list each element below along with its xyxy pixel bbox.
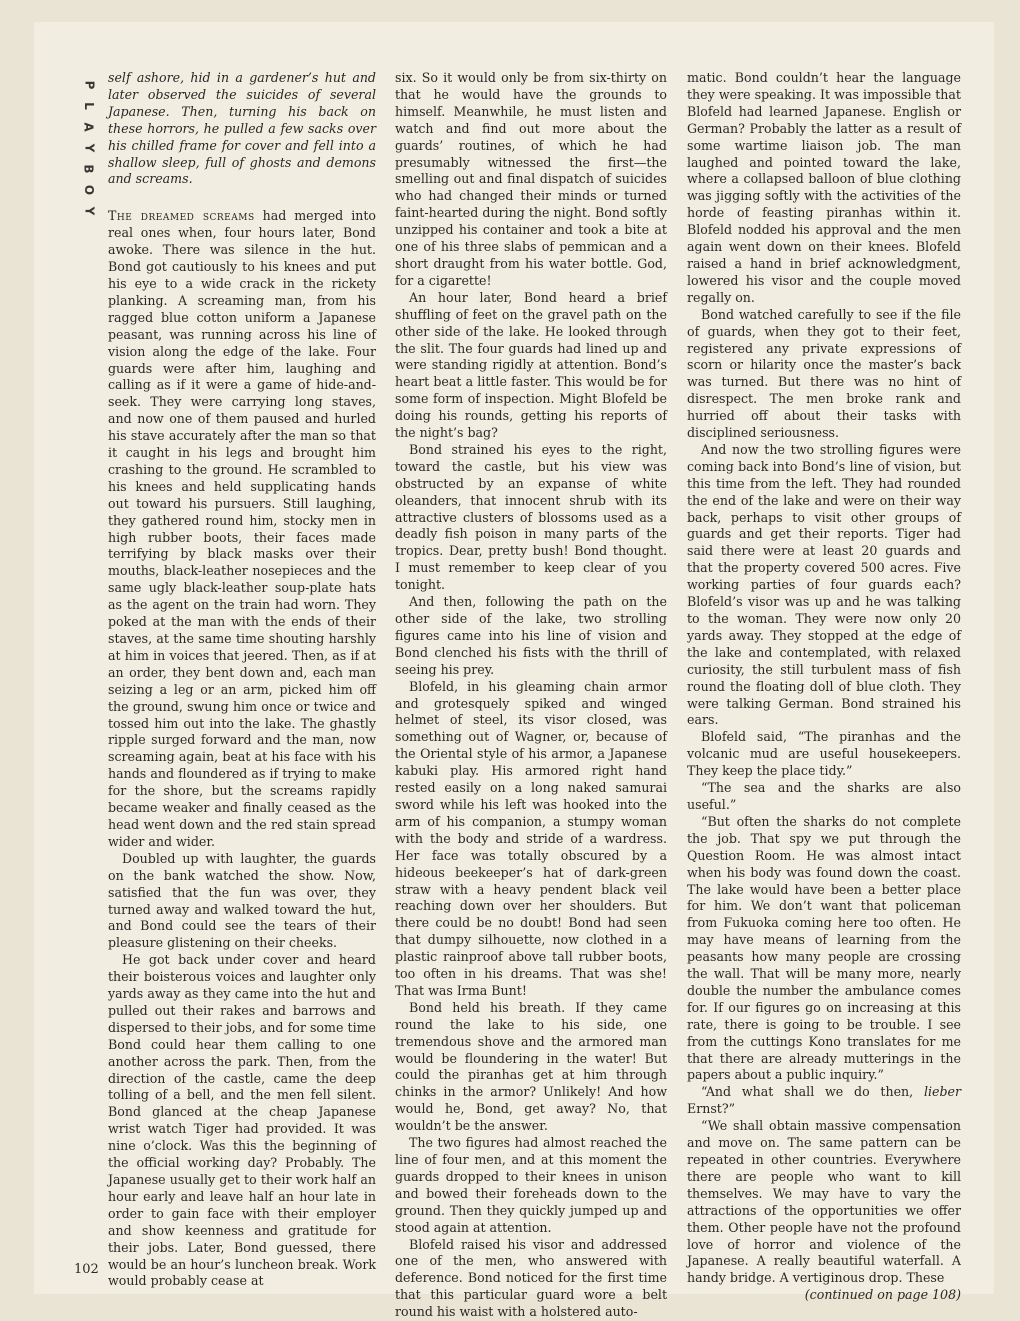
- masthead-letter: A: [81, 122, 96, 132]
- body-paragraph: Bond held his breath. If they came round the lake to his side, one tremendous shove and the armored man would be floundering in the water! But could the piranhas get at him through chinks in the armor? Unlikely! And how would he, Bond, get away? No, that wouldn’t be the answer.: [395, 999, 667, 1134]
- body-paragraph: And now the two strolling figures were coming back into Bond’s line of vision, but this time from the left. They had rounded the end of the lake and were on their way back, perhaps to visit other groups of guards and get their reports. Tiger had said there were at least 20 guards and that the property covered 500 acres. Five working parties of four guards each? Blofeld’s visor was up and he was talking to the woman. They were now only 20 yards away. They stopped at the edge of the lake and contemplated, with relaxed curiosity, the still turbulent mass of fish round the floating doll of blue cloth. They were talking German. Bond strained his ears.: [687, 441, 961, 728]
- body-paragraph: He got back under cover and heard their boisterous voices and laughter only yards away as they came into the hut and pulled out their rakes and barrows and dispersed to their jobs, and for some time Bond could hear them calling to one another across the park. Then, from the direction of the castle, came the deep tolling of a bell, and the men fell silent. Bond glanced at the cheap Japanese wrist watch Tiger had provided. It was nine o’clock. Was this the beginning of the official working day? Probably. The Japanese usually get to their work half an hour early and leave half an hour late in order to gain face with their employer and show keenness and gratitude for their jobs. Later, Bond guessed, there would be an hour’s luncheon break. Work would probably cease at: [108, 952, 376, 1289]
- paragraph-text: “And what shall we do then,: [701, 1084, 924, 1100]
- masthead-letter: P: [81, 80, 96, 90]
- body-paragraph: Doubled up with laughter, the guards on the bank watched the show. Now, satisfied that the fun was over, they turned away and walked toward the hut, and Bond could see the tears of their pleasure glistening on their cheeks.: [108, 850, 376, 951]
- italic-text: lieber: [923, 1084, 961, 1100]
- masthead-letter: Y: [81, 206, 96, 216]
- masthead-letter: O: [81, 184, 96, 196]
- page-number: 102: [74, 1262, 99, 1277]
- body-paragraph: six. So it would only be from six-thirty on that he would have the grounds to himself. Meanwhile, he must listen and watch and find out more about the guards’ routines, of which he had presumably witnessed the first—the smelling out and final dispatch of suicides who had changed their minds or turned faint-hearted during the night. Bond softly unzipped his container and took a bite at one of his three slabs of pemmican and a short draught from his water bottle. God, for a cigarette!: [395, 70, 667, 288]
- paragraph-text: had merged into real ones when, four hours later, Bond awoke. There was silence in the hut. Bond got cautiously to his knees and put his eye to a wide crack in the rickety planking. A screaming man, from his ragged blue cotton uniform a Japanese peasant, was running across his line of vision along the edge of the lake. Four guards were after him, laughing and calling as if it were a game of hide-and-seek. They were carrying long staves, and now one of them paused and hurled his stave accurately after the man so that it caught in his legs and brought him crashing to the ground. He scrambled to his knees and held supplicating hands out toward his pursuers. Still laughing, they gathered round him, stocky men in high rubber boots, their faces made terrifying by black masks over their mouths, black-leather nosepieces and the same ugly black-leather soup-plate hats as the agent on the train had worn. They poked at the man with the ends of their staves, at the same time shouting harshly at him in voices that jeered. Then, as if at an order, they bent down and, each man seizing a leg or an arm, picked him off the ground, swung him once or twice and tossed him out into the lake. The ghastly ripple surged forward and the man, now screaming again, beat at his face with his hands and floundered as if trying to make for the shore, but the screams rapidly became weaker and finally ceased as the head went down and the red stain spread wider and wider.: [108, 208, 376, 849]
- body-paragraph: Bond strained his eyes to the right, toward the castle, but his view was obstructed by an expanse of white oleanders, that innocent shrub with its attractive clusters of blossoms used as a deadly fish poison in many parts of the tropics. Dear, pretty bush! Bond thought. I must remember to keep clear of you tonight.: [395, 441, 667, 593]
- lead-in-smallcaps: The dreamed screams: [108, 208, 255, 224]
- body-paragraph: The two figures had almost reached the line of four men, and at this moment the guards dropped to their knees in unison and bowed their foreheads down to the ground. Then they quickly jumped up and stood again at attention.: [395, 1135, 667, 1235]
- paragraph-text: Ernst?”: [687, 1101, 736, 1117]
- masthead-letter: B: [82, 164, 96, 174]
- column-3: [687, 70, 961, 1304]
- body-paragraph: [687, 1084, 961, 1118]
- body-paragraph: Blofeld said, “The piranhas and the volcanic mud are useful housekeepers. They keep the place tidy.”: [687, 729, 961, 779]
- body-paragraph: And then, following the path on the other side of the lake, two strolling figures came into his line of vision and Bond clenched his fists with the thrill of seeing his prey.: [395, 594, 667, 677]
- intro-summary: self ashore, hid in a gardener’s hut and later observed the suicides of several Japanese. Then, turning his back on these horrors, he pulled a few sacks over his chilled frame for cover and fell into a shallow sleep, full of ghosts and demons and screams.: [108, 70, 376, 187]
- column-2: [395, 70, 667, 1321]
- body-paragraph: Bond watched carefully to see if the file of guards, when they got to their feet, registered any private expressions of scorn or hilarity once the master’s back was turned. But there was no hint of disrespect. The men broke rank and hurried off about their tasks with disciplined seriousness.: [687, 306, 961, 441]
- body-paragraph: An hour later, Bond heard a brief shuffling of feet on the gravel path on the other side of the lake. He looked through the slit. The four guards had lined up and were standing rigidly at attention. Bond’s heart beat a little faster. This would be for some form of inspection. Might Blofeld be doing his rounds, getting his reports of the night’s bag?: [395, 289, 667, 441]
- masthead-letter: L: [82, 102, 96, 110]
- body-paragraph: “We shall obtain massive compensation and move on. The same pattern can be repeated in other countries. Everywhere there are people who want to kill themselves. We may have to vary the attractions of the opportunities we offer them. Other people have not the profound love of horror and violence of the Japanese. A really beautiful waterfall. A handy bridge. A vertiginous drop. These: [687, 1118, 961, 1286]
- column-1: [108, 70, 376, 1290]
- playboy-masthead: [82, 76, 96, 220]
- body-paragraph: Blofeld, in his gleaming chain armor and grotesquely spiked and winged helmet of steel, its visor closed, was something out of Wagner, or, because of the Oriental style of his armor, a Japanese kabuki play. His armored right hand rested easily on a long naked samurai sword while his left was hooked into the arm of his companion, a stumpy woman with the body and stride of a wardress. Her face was totally obscured by a hideous beekeeper’s hat of dark-green straw with a heavy pendent black veil reaching down over her shoulders. But there could be no doubt! Bond had seen that dumpy silhouette, now clothed in a plastic rainproof above tall rubber boots, too often in his dreams. That was she! That was Irma Bunt!: [395, 678, 667, 998]
- continued-note: (continued on page 108): [804, 1287, 961, 1303]
- body-paragraph: Blofeld raised his visor and addressed one of the men, who answered with deference. Bond noticed for the first time that this particular guard wore a belt round his waist with a holstered auto-: [395, 1236, 667, 1320]
- body-paragraph: “But often the sharks do not complete the job. That spy we put through the Question Room. He was almost intact when his body was found down the coast. The lake would have been a better place for him. We don’t want that policeman from Fukuoka coming here too often. He may have means of learning from the peasants how many people are crossing the wall. That will be many more, nearly double the number the ambulance comes for. If our figures go on increasing at this rate, there is going to be trouble. I see from the cuttings Kono translates for me that there are already mutterings in the papers about a public inquiry.”: [687, 813, 961, 1083]
- body-paragraph: matic. Bond couldn’t hear the language they were speaking. It was impossible that Blofeld had learned Japanese. English or German? Probably the latter as a result of some wartime liaison job. The man laughed and pointed toward the lake, where a collapsed balloon of blue clothing was jigging softly with the activities of the horde of feasting piranhas within it. Blofeld nodded his approval and the men again went down on their knees. Blofeld raised a hand in brief acknowledgment, lowered his visor and the couple moved regally on.: [687, 70, 961, 305]
- body-paragraph: [108, 208, 376, 850]
- masthead-letter: Y: [81, 143, 96, 153]
- body-paragraph: “The sea and the sharks are also useful.”: [687, 780, 961, 812]
